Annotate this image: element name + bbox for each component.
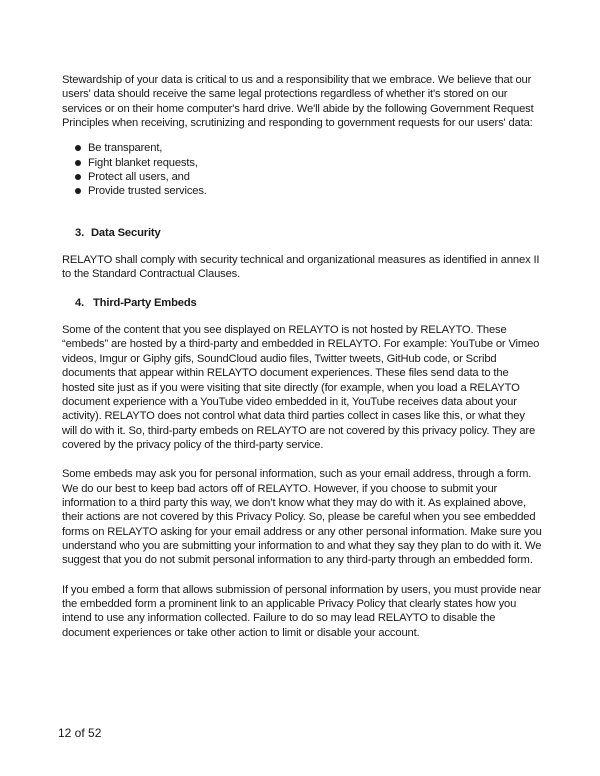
bullet-icon xyxy=(75,160,81,166)
bullet-icon xyxy=(75,145,81,151)
page-number: 12 of 52 xyxy=(58,726,102,740)
data-security-paragraph: RELAYTO shall comply with security technical and organizational measures as identified in annex II to the Standard Contractual Clauses. xyxy=(62,254,540,281)
list-item: Protect all users, and xyxy=(75,170,542,184)
intro-paragraph: Stewardship of your data is critical to us and a responsibility that we embrace. We believe that our users' data should receive the same legal protections regardless of whether it's stored on our services or on their home computer's hard drive. We'll abide by the following Government Request Principles when receiving, scrutinizing and responding to government requests for our users' data: xyxy=(62,74,534,130)
list-item: Provide trusted services. xyxy=(75,184,542,198)
embeds-paragraph-1: Some of the content that you see displayed on RELAYTO is not hosted by RELAYTO. These “embeds” are hosted by a third-party and embedded in RELAYTO. For example: YouTube or Vimeo videos, Imgur or Giphy gifs, SoundCloud audio files, Twitter tweets, GitHub code, or Scribd documents that appear within RELAYTO document experiences. These files send data to the hosted site just as if you were visiting that site directly (for example, when you load a RELAYTO document experience with a YouTube video embedded in it, YouTube receives data about your activity). RELAYTO does not control what data third parties collect in cases like this, or what they will do with it. So, third-party embeds on RELAYTO are not covered by this privacy policy. They are covered by the privacy policy of the third-party service. xyxy=(62,324,540,451)
section-heading-data-security xyxy=(62,226,542,240)
principles-list xyxy=(62,141,542,198)
list-item: Fight blanket requests, xyxy=(75,156,542,170)
page-content xyxy=(62,73,542,640)
embeds-paragraph-3: If you embed a form that allows submission of personal information by users, you must provide near the embedded form a prominent link to an applicable Privacy Policy that clearly states how you intend to use any information collected. Failure to do so may lead RELAYTO to disable the document experiences or take other action to limit or disable your account. xyxy=(62,583,542,639)
section-title: Third-Party Embeds xyxy=(93,296,197,309)
embeds-paragraph-2: Some embeds may ask you for personal information, such as your email address, through a form. We do our best to keep bad actors off of RELAYTO. However, if you choose to submit your information to a third party this way, we don’t know what they may do with it. As explained above, their actions are not covered by this Privacy Policy. So, please be careful when you see embedded forms on RELAYTO asking for your email address or any other personal information. Make sure you understand who you are submitting your information to and what they say they plan to do with it. We suggest that you do not submit personal information to any third-party through an embedded form. xyxy=(62,468,542,567)
section-number: 4. xyxy=(75,296,85,309)
section-number: 3. xyxy=(75,226,85,239)
bullet-icon xyxy=(75,174,81,180)
list-item: Be transparent, xyxy=(75,141,542,155)
section-title: Data Security xyxy=(91,226,161,239)
section-heading-third-party-embeds xyxy=(62,296,542,310)
bullet-icon xyxy=(75,188,81,194)
